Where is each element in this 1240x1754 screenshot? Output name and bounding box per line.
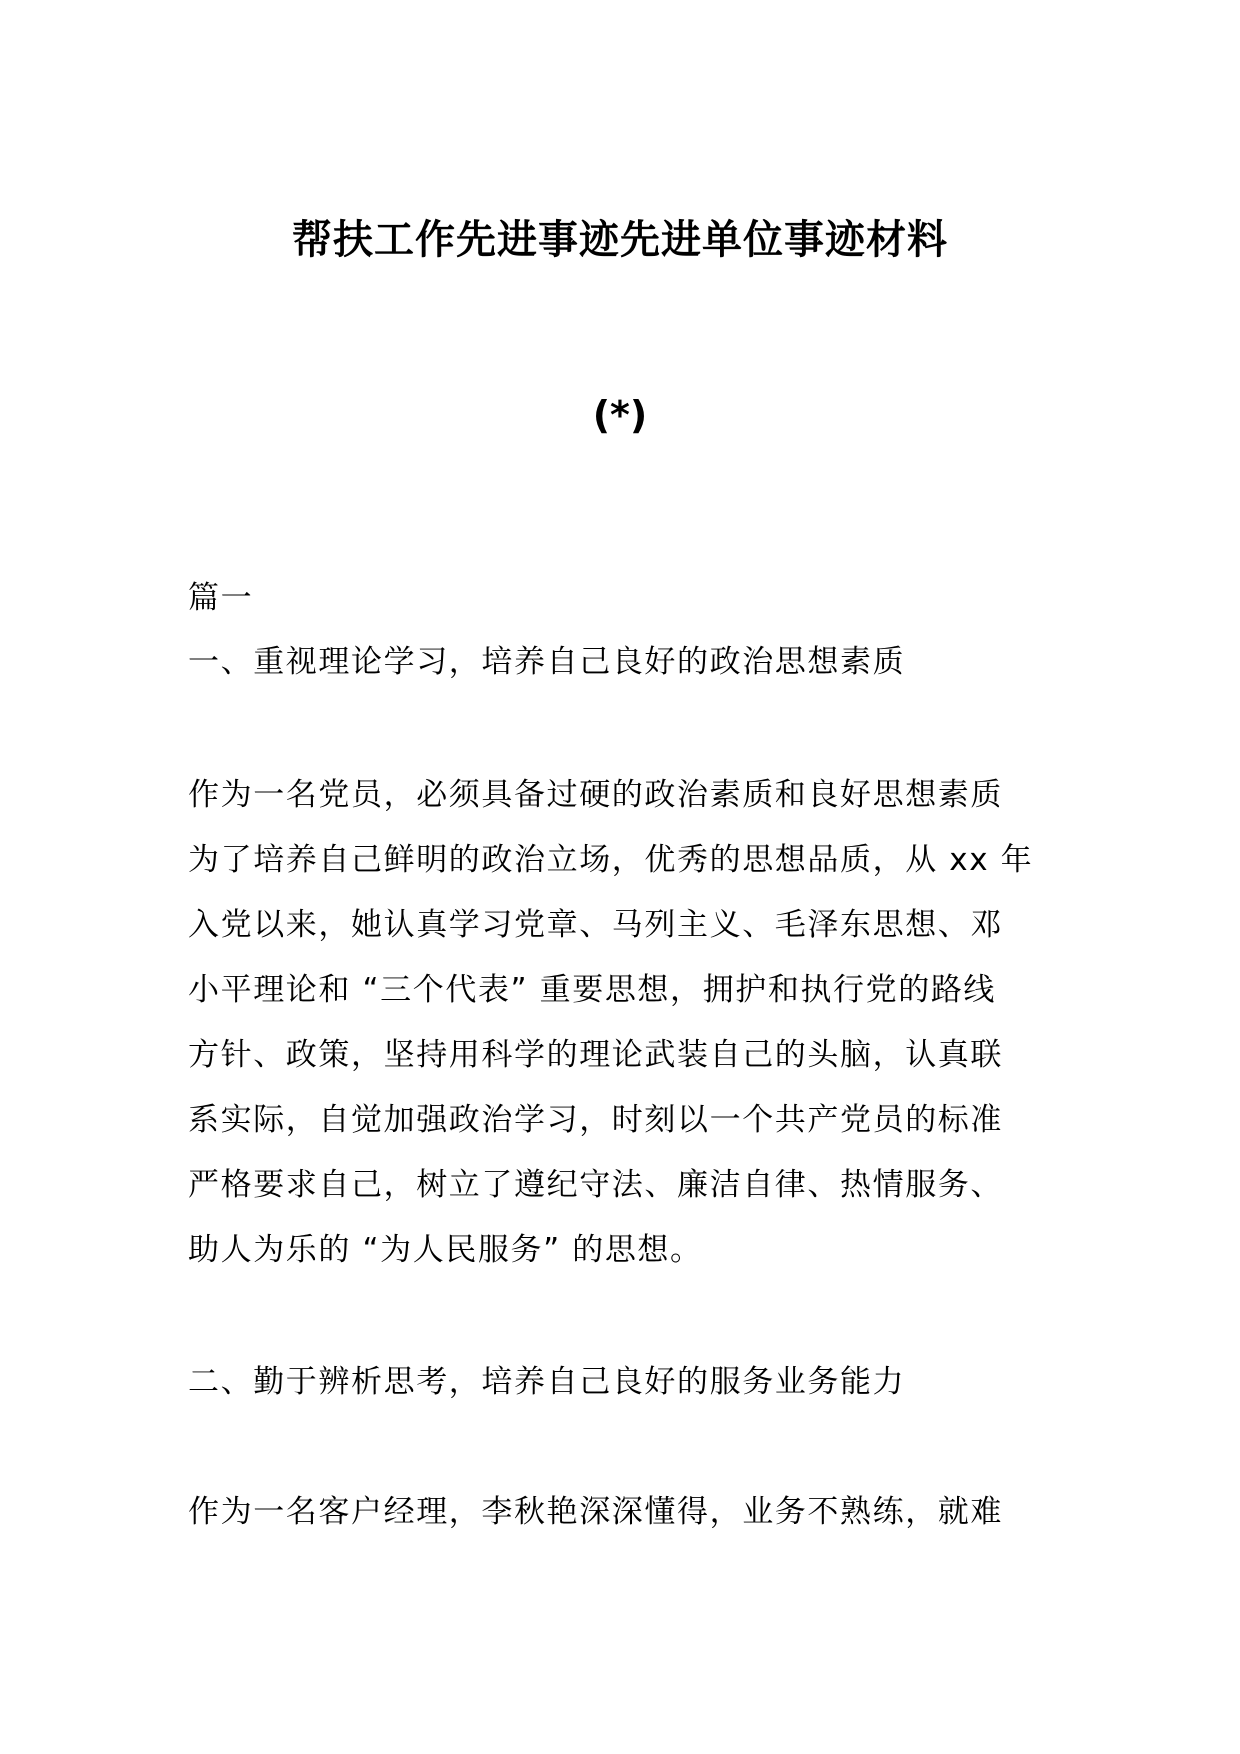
paragraph-line: 系实际，自觉加强政治学习，时刻以一个共产党员的标准 [188,1102,1003,1138]
document-subtitle: (*) [592,393,648,437]
paragraph-line: 作为一名客户经理，李秋艳深深懂得，业务不熟练，就难 [188,1494,1003,1530]
paragraph-line: 入党以来，她认真学习党章、马列主义、毛泽东思想、邓 [188,907,1003,943]
section-2-heading: 二、勤于辨析思考，培养自己良好的服务业务能力 [188,1364,906,1400]
paragraph-line: 作为一名党员，必须具备过硬的政治素质和良好思想素质 [188,777,1003,813]
paragraph-line: 小平理论和 “三个代表” 重要思想，拥护和执行党的路线 [188,972,997,1008]
paragraph-line: 方针、政策，坚持用科学的理论武装自己的头脑，认真联 [188,1037,1003,1073]
paragraph-line: 助人为乐的 “为人民服务” 的思想。 [188,1232,703,1268]
paragraph-line: 为了培养自己鲜明的政治立场，优秀的思想品质，从 xx 年 [188,842,1034,878]
part-label: 篇一 [188,580,254,616]
document-title: 帮扶工作先进事迹先进单位事迹材料 [292,217,948,263]
section-1-heading: 一、重视理论学习，培养自己良好的政治思想素质 [188,644,906,680]
paragraph-line: 严格要求自己，树立了遵纪守法、廉洁自律、热情服务、 [188,1167,1003,1203]
